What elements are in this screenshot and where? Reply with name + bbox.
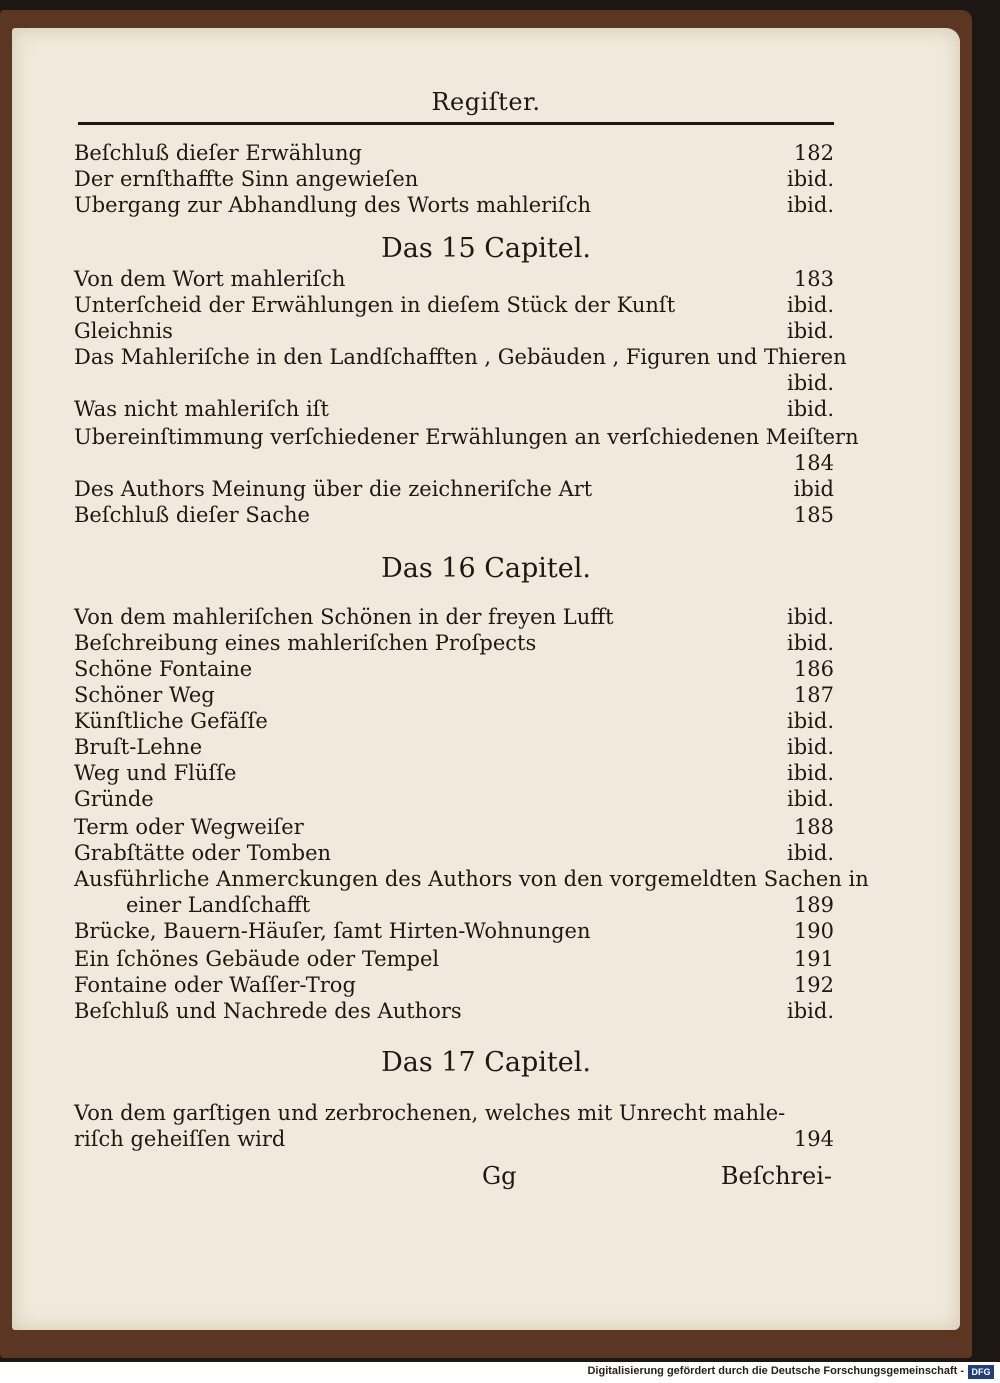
index-entry [74,450,834,477]
entry-page: 187 [793,683,834,707]
entry-page: ibid. [787,761,834,785]
entry-page: ibid [793,477,834,501]
index-entry [74,166,834,193]
entry-text: Schöne Fontaine [74,657,253,681]
entry-text: Von dem garſtigen und zerbrochenen, welches mit Unrecht mahle- [74,1101,786,1125]
entry-text: Das Mahleriſche in den Landſchafften , Gebäuden , Figuren und Thieren [74,345,847,369]
entry-text: Beſchreibung eines mahleriſchen Proſpects [74,631,537,655]
head-rule [78,122,834,125]
entry-page: ibid. [787,319,834,343]
entry-page: ibid. [787,735,834,759]
index-entry [74,866,869,893]
entry-text: Grabſtätte oder Tomben [74,841,332,865]
signature-mark: Gg [482,1162,517,1190]
entry-text: Fontaine oder Waſſer-Trog [74,973,356,997]
entry-page: ibid. [787,709,834,733]
entry-page: 189 [793,893,834,917]
catchword: Beſchrei- [720,1162,832,1190]
index-entry [74,630,834,657]
entry-text: Der ernſthaffte Sinn angewieſen [74,167,419,191]
entry-page: ibid. [787,787,834,811]
entry-text: Brücke, Bauern-Häuſer, ſamt Hirten-Wohnungen [74,919,591,943]
entry-text: Beſchluß dieſer Sache [74,503,310,527]
entry-page: ibid. [787,193,834,217]
index-entry [74,1126,834,1153]
entry-page: 194 [793,1127,834,1151]
chapter-heading-15: Das 15 Capitel. [381,233,591,264]
entry-text: Beſchluß dieſer Erwählung [74,141,362,165]
entry-text: Bruſt-Lehne [74,735,203,759]
chapter-heading-16: Das 16 Capitel. [381,553,591,584]
index-entry [74,786,834,813]
running-head: Regiſter. [431,88,541,116]
chapter-heading-17: Das 17 Capitel. [381,1047,591,1078]
funding-credit: Digitalisierung gefördert durch die Deutsche Forschungsgemeinschaft - [587,1365,964,1377]
index-entry [74,946,834,973]
entry-page: 183 [793,267,834,291]
index-entry [74,918,834,945]
index-entry [74,396,834,423]
entry-page: ibid. [787,605,834,629]
entry-page: ibid. [787,841,834,865]
index-entry [74,998,834,1025]
entry-page: 184 [793,451,834,475]
index-entry [74,292,834,319]
entry-page: ibid. [787,631,834,655]
index-entry [74,424,859,451]
index-entry [74,760,834,787]
entry-page: 182 [793,141,834,165]
entry-text: Des Authors Meinung über die zeichneriſche Art [74,477,593,501]
index-entry [74,840,834,867]
entry-page: ibid. [787,293,834,317]
entry-page: ibid. [787,397,834,421]
entry-page: ibid. [787,371,834,395]
entry-text: Schöner Weg [74,683,215,707]
index-entry [74,814,834,841]
entry-page: 188 [793,815,834,839]
index-entry [74,344,847,371]
index-entry [74,656,834,683]
index-entry [74,1100,834,1127]
entry-page: 185 [793,503,834,527]
entry-text: Künſtliche Gefäſſe [74,709,268,733]
book-page [12,28,960,1330]
index-entry [74,972,834,999]
index-entry [74,266,834,293]
entry-text: Term oder Wegweiſer [74,815,304,839]
entry-page: 191 [793,947,834,971]
entry-text: Unterſcheid der Erwählungen in dieſem Stück der Kunſt [74,293,676,317]
index-entry [74,892,834,919]
entry-text: Gründe [74,787,154,811]
entry-text: einer Landſchafft [126,893,311,917]
index-entry [74,604,834,631]
page-footer [12,1162,960,1192]
index-entry [74,734,834,761]
index-entry [74,370,834,397]
entry-text: Was nicht mahleriſch iſt [74,397,329,421]
entry-text: Ubereinſtimmung verſchiedener Erwählungen an verſchiedenen Meiſtern [74,425,859,449]
index-entry [74,682,834,709]
entry-text: Ubergang zur Abhandlung des Worts mahleriſch [74,193,591,217]
entry-text: Von dem mahleriſchen Schönen in der freyen Lufft [74,605,614,629]
index-entry [74,318,834,345]
entry-page: 186 [793,657,834,681]
credit-bar [0,1362,1000,1383]
index-entry [74,708,834,735]
entry-page: ibid. [787,167,834,191]
entry-page: 190 [793,919,834,943]
dfg-logo: DFG [968,1365,994,1379]
index-entry [74,192,834,219]
entry-text: Ein ſchönes Gebäude oder Tempel [74,947,440,971]
entry-page: ibid. [787,999,834,1023]
entry-text: Gleichnis [74,319,173,343]
entry-text: Von dem Wort mahleriſch [74,267,346,291]
entry-text: Beſchluß und Nachrede des Authors [74,999,462,1023]
index-entry [74,502,834,529]
entry-text: Weg und Flüſſe [74,761,237,785]
entry-page: 192 [793,973,834,997]
index-entry [74,476,834,503]
page-text-block [12,28,960,1330]
index-entry [74,140,834,167]
entry-text: riſch geheiſſen wird [74,1127,286,1151]
entry-text: Ausführliche Anmerckungen des Authors von den vorgemeldten Sachen in [74,867,869,891]
